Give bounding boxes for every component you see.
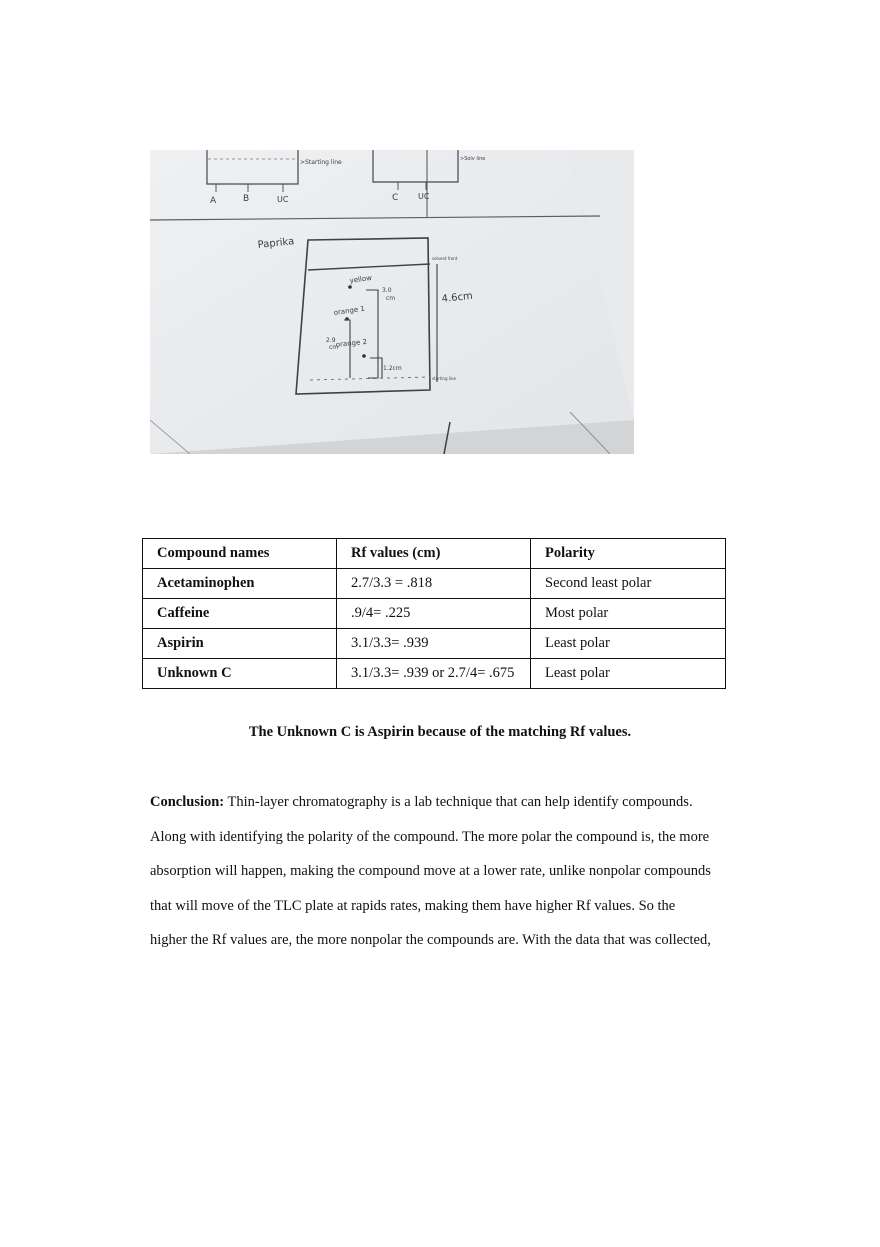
compound-name: Acetaminophen <box>143 569 337 599</box>
spot-orange1-label: orange 1 <box>333 304 366 317</box>
compound-name: Caffeine <box>143 599 337 629</box>
dist-4-6: 4.6cm <box>441 290 474 305</box>
tlc-sketch-image <box>150 150 634 454</box>
header-rf-values: Rf values (cm) <box>337 539 531 569</box>
rf-value: 2.7/3.3 = .818 <box>337 569 531 599</box>
plate-title: Paprika <box>257 236 295 251</box>
polarity-value: Second least polar <box>531 569 726 599</box>
lane-label-b: B <box>243 194 250 204</box>
polarity-value: Most polar <box>531 599 726 629</box>
solvent-line-note: >Solv line <box>460 156 486 162</box>
rf-value: 3.1/3.3= .939 <box>337 629 531 659</box>
conclusion-line-3: absorption will happen, making the compound move at a lower rate, unlike nonpolar compounds <box>150 863 711 879</box>
lane-label-uc-left: UC <box>277 195 289 204</box>
conclusion-line-4: that will move of the TLC plate at rapids rates, making them have higher Rf values. So the <box>150 897 676 914</box>
spot-orange2-label: orange 2 <box>335 337 368 349</box>
dist-1-2: 1.2cm <box>383 365 402 372</box>
starting-line-note: >Starting line <box>300 159 342 166</box>
rf-values-table <box>142 538 726 689</box>
table-row <box>143 659 726 689</box>
conclusion-line-1 <box>150 792 740 827</box>
dist-3-0: 3.0 <box>382 287 392 294</box>
lane-label-c: C <box>392 193 399 203</box>
dist-2-9-unit: cm <box>329 344 339 351</box>
result-statement: The Unknown C is Aspirin because of the matching Rf values. <box>248 724 632 740</box>
polarity-value: Least polar <box>531 629 726 659</box>
starting-line-plate-note: starting line <box>432 376 456 381</box>
table-header-row <box>143 539 726 569</box>
polarity-value: Least polar <box>531 659 726 689</box>
dist-3-0-unit: cm <box>386 295 396 302</box>
conclusion-label: Conclusion: <box>150 794 225 810</box>
table-row <box>143 569 726 599</box>
lane-label-uc-right: UC <box>418 192 430 201</box>
header-compound-names: Compound names <box>143 539 337 569</box>
dist-2-9: 2.9 <box>326 337 336 344</box>
rf-value: 3.1/3.3= .939 or 2.7/4= .675 <box>337 659 531 689</box>
spot-yellow-label: yellow <box>349 273 373 285</box>
conclusion-line-5: higher the Rf values are, the more nonpolar the compounds are. With the data that was collected, <box>150 932 711 948</box>
conclusion-line-2: Along with identifying the polarity of the compound. The more polar the compound is, the more <box>150 828 710 845</box>
lane-label-a: A <box>210 196 217 206</box>
rf-value: .9/4= .225 <box>337 599 531 629</box>
table-row <box>143 629 726 659</box>
table-row <box>143 599 726 629</box>
tlc-photo <box>150 150 634 454</box>
solvent-front-note: solvent front <box>432 256 458 261</box>
header-polarity: Polarity <box>531 539 726 569</box>
compound-name: Aspirin <box>143 629 337 659</box>
compound-name: Unknown C <box>143 659 337 689</box>
conclusion-text: Thin-layer chromatography is a lab technique that can help identify compounds. <box>224 794 693 810</box>
conclusion-paragraph <box>150 792 740 965</box>
